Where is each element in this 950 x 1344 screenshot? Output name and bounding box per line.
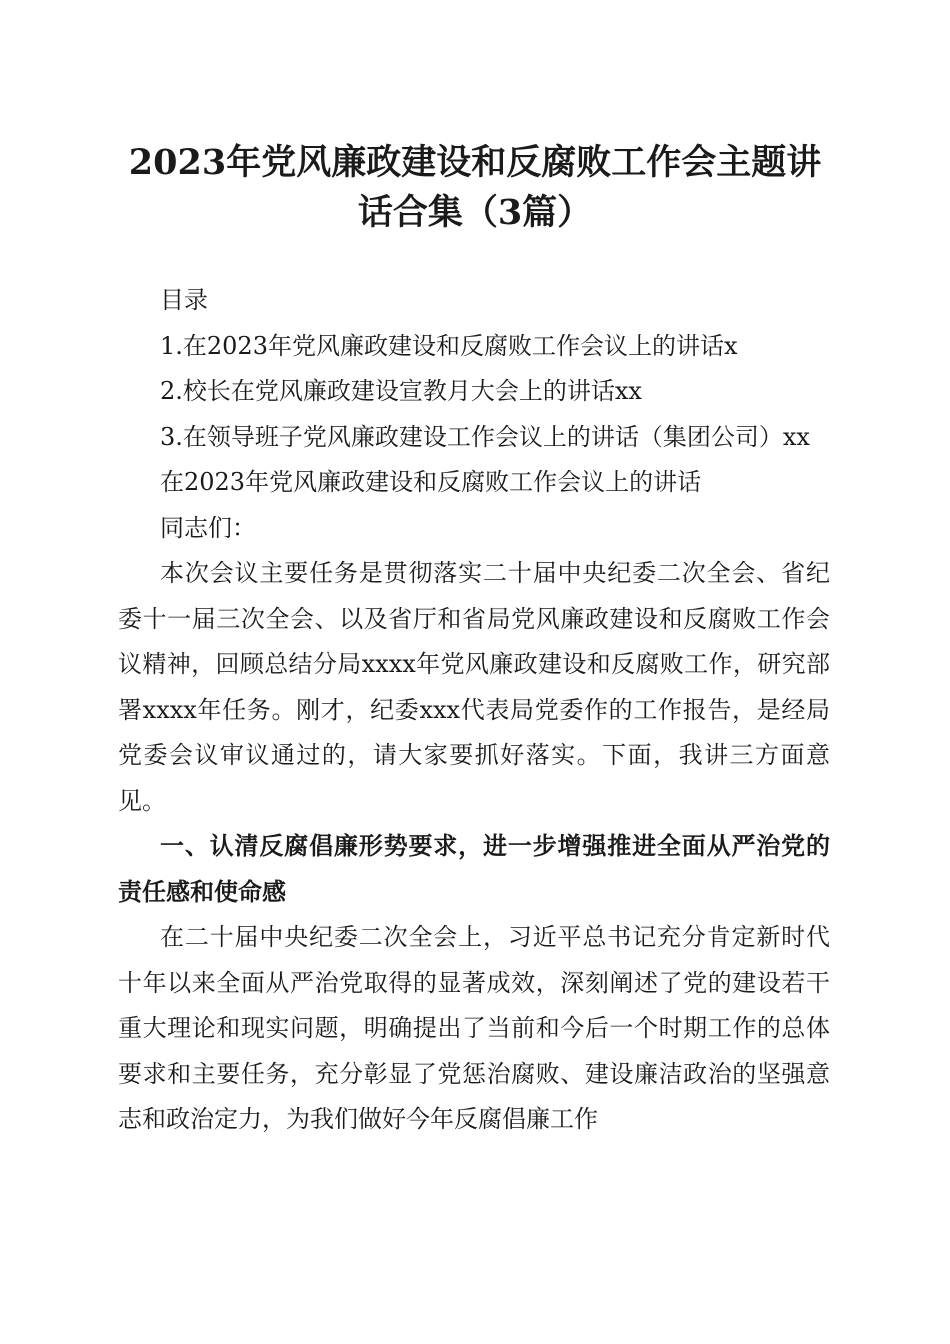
toc-label: 目录 xyxy=(160,286,208,314)
toc-item-3: 3.在领导班子党风廉政建设工作会议上的讲话（集团公司）xx xyxy=(160,422,810,451)
document-body xyxy=(118,278,830,1143)
paragraph-1: 本次会议主要任务是贯彻落实二十届中央纪委二次全会、省纪委十一届三次全会、以及省厅和省局党风廉政建设和反腐败工作会议精神，回顾总结分局xxxx年党风廉政建设和反腐败工作，研究部署xxxx年任务。刚才，纪委xxx代表局党委作的工作报告，是经局党委会议审议通过的，请大家要抓好落实。下面，我讲三方面意见。 xyxy=(118,559,830,815)
document-title: 2023年党风廉政建设和反腐败工作会主题讲话合集（3篇） xyxy=(128,142,822,233)
paragraph-2: 在二十届中央纪委二次全会上，习近平总书记充分肯定新时代十年以来全面从严治党取得的显著成效，深刻阐述了党的建设若干重大理论和现实问题，明确提出了当前和今后一个时期工作的总体要求和主要任务，充分彰显了党惩治腐败、建设廉洁政治的坚强意志和政治定力，为我们做好今年反腐倡廉工作 xyxy=(118,923,830,1133)
toc-item-2: 2.校长在党风廉政建设宣教月大会上的讲话xx xyxy=(160,377,642,405)
speech-title: 在2023年党风廉政建设和反腐败工作会议上的讲话 xyxy=(160,468,702,496)
section-1-heading: 一、认清反腐倡廉形势要求，进一步增强推进全面从严治党的责任感和使命感 xyxy=(118,832,830,906)
salutation: 同志们： xyxy=(160,513,256,542)
toc-item-1: 1.在2023年党风廉政建设和反腐败工作会议上的讲话x xyxy=(160,331,738,360)
